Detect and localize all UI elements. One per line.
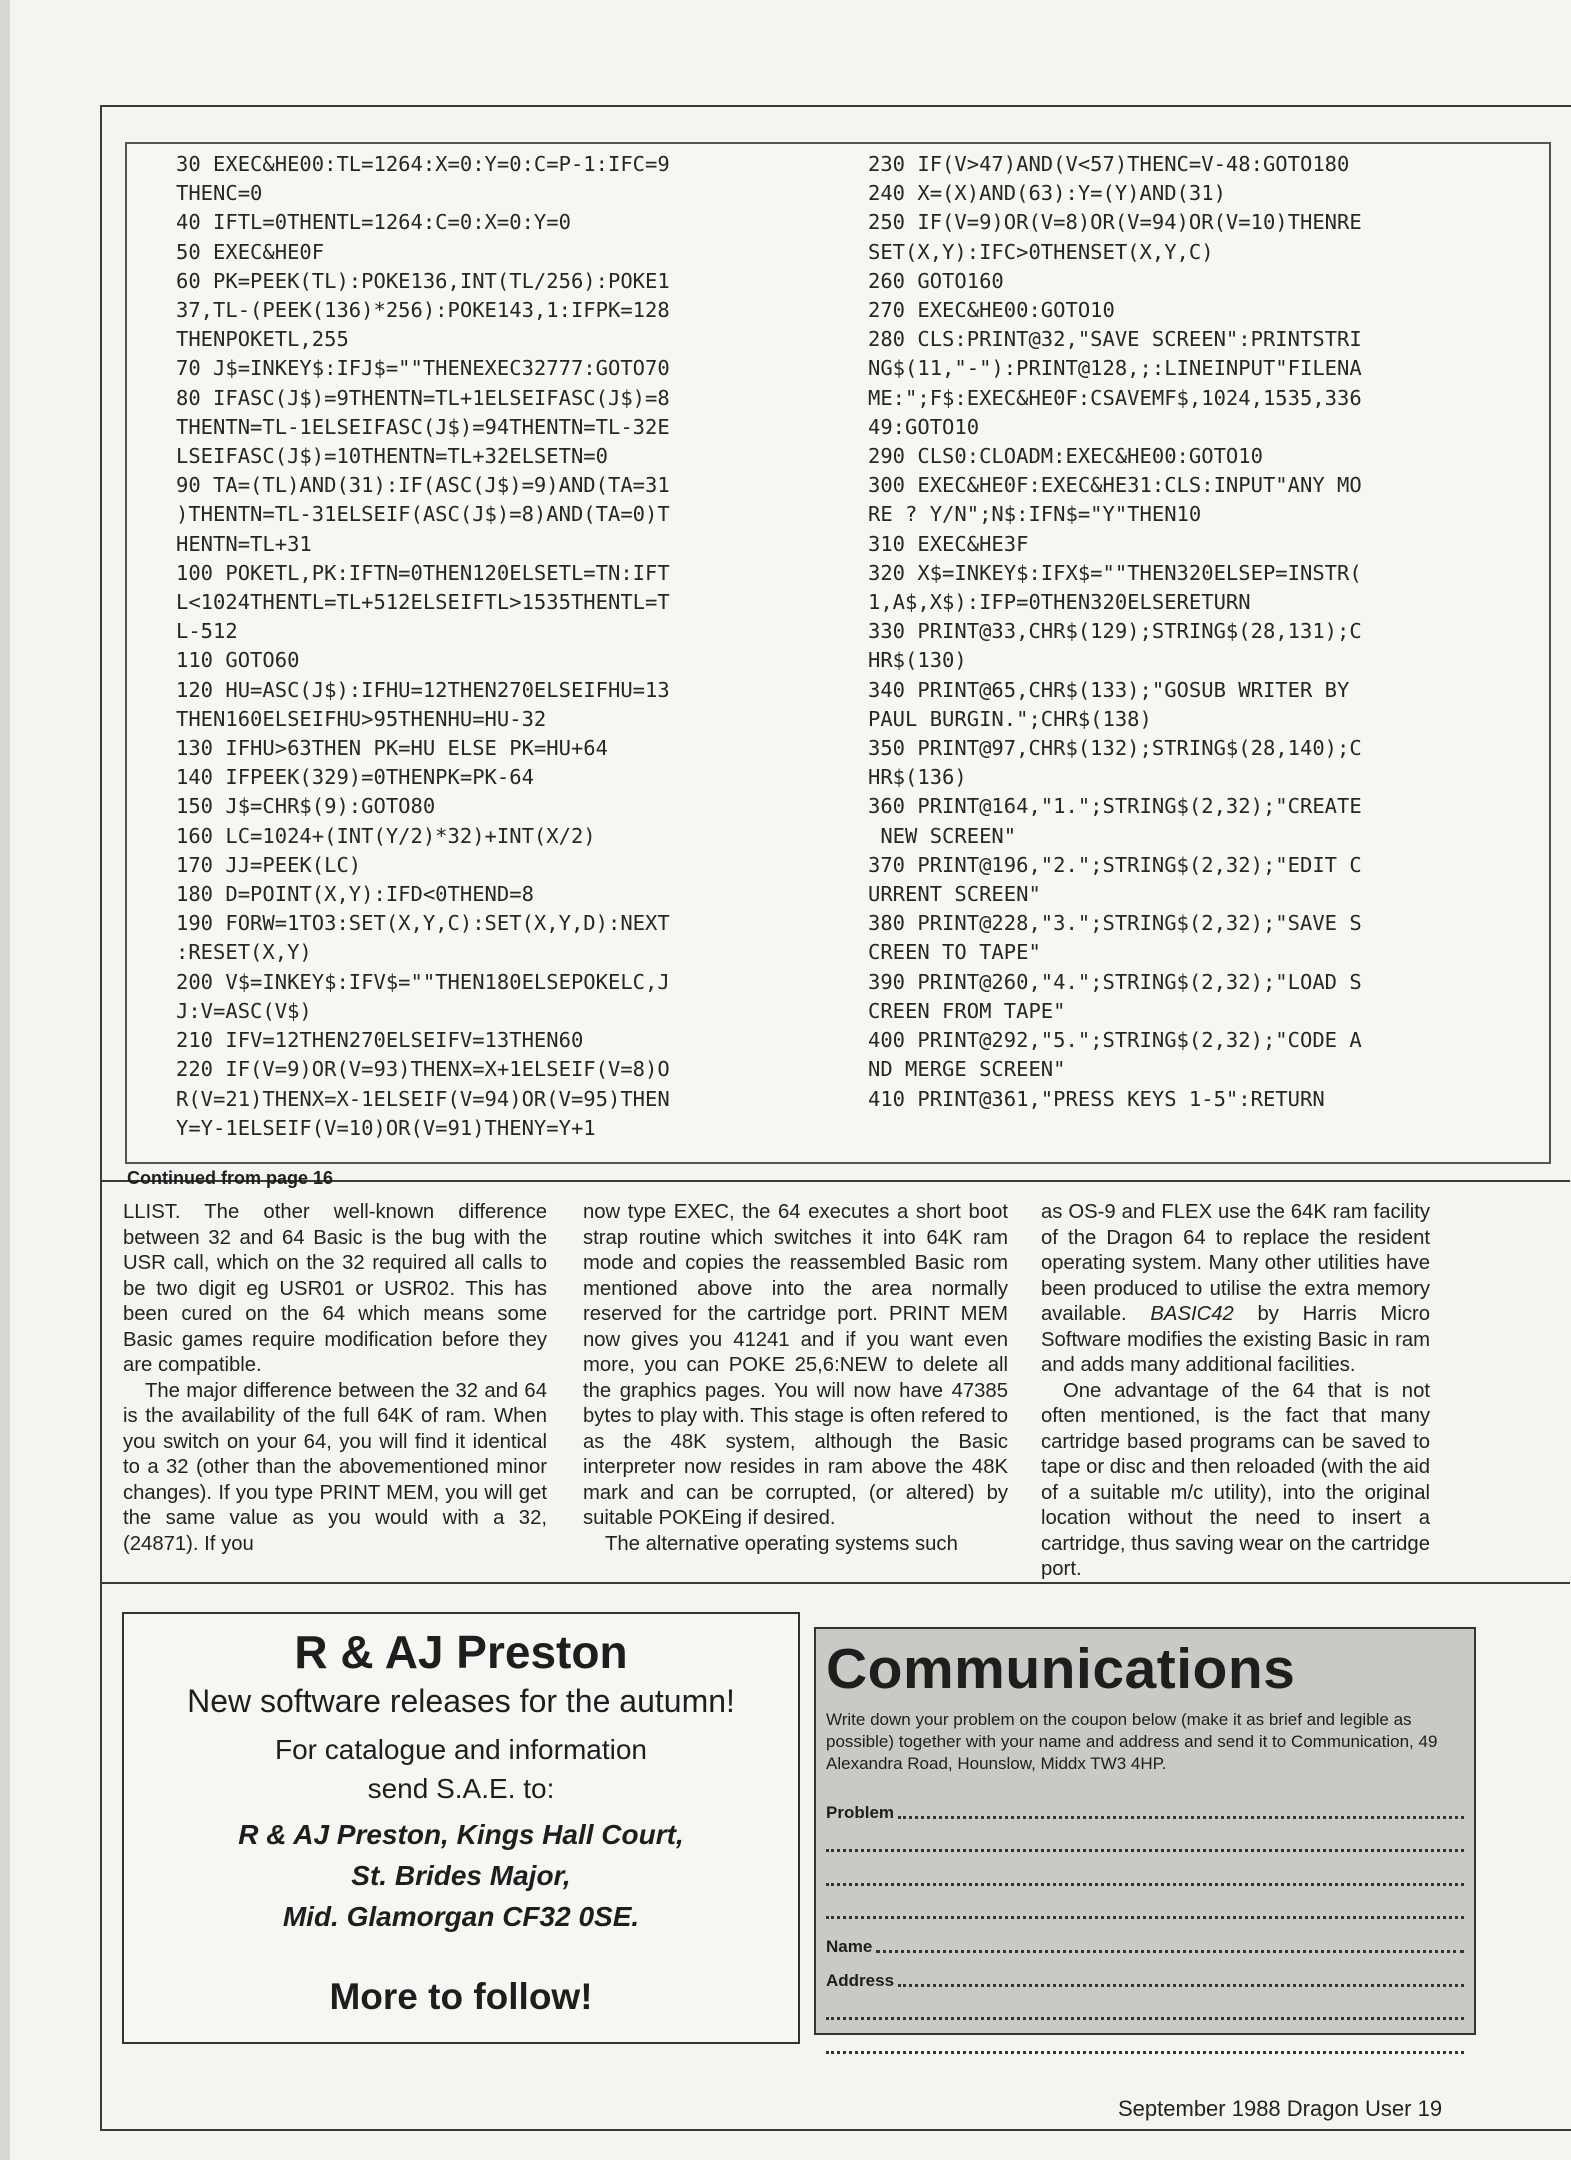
preston-advert <box>122 1612 800 2044</box>
continued-heading: Continued from page 16 <box>127 1168 334 1188</box>
advert-company-name: R & AJ Preston <box>294 1626 628 1678</box>
code-line: 200 V$=INKEY$:IFV$=""THEN180ELSEPOKELC,J <box>176 969 670 994</box>
code-line: 360 PRINT@164,"1.";STRING$(2,32);"CREATE <box>868 794 1362 819</box>
address-label: Address <box>826 1970 895 1990</box>
code-line: 230 IF(V>47)AND(V<57)THENC=V-48:GOTO180 <box>868 152 1350 176</box>
code-line: 30 EXEC&HE00:TL=1264:X=0:Y=0:C=P-1:IFC=9 <box>176 152 670 176</box>
page-footer: September 1988 Dragon User 19 <box>1118 2096 1443 2121</box>
code-line: CREEN FROM TAPE" <box>868 998 1066 1023</box>
code-line: ME:";F$:EXEC&HE0F:CSAVEMF$,1024,1535,336 <box>868 385 1362 410</box>
code-line: 320 X$=INKEY$:IFX$=""THEN320ELSEP=INSTR( <box>868 560 1362 585</box>
code-line: J:V=ASC(V$) <box>176 998 312 1023</box>
code-line: 1,A$,X$):IFP=0THEN320ELSERETURN <box>868 590 1251 615</box>
divider-bottom <box>100 1582 1570 1584</box>
code-line: HR$(136) <box>868 765 967 790</box>
code-line: 300 EXEC&HE0F:EXEC&HE31:CLS:INPUT"ANY MO <box>868 473 1362 498</box>
problem-line[interactable] <box>826 1856 1464 1890</box>
code-line: THENC=0 <box>176 181 263 206</box>
advert-address-line: R & AJ Preston, Kings Hall Court, <box>238 1819 684 1850</box>
product-title: BASIC42 <box>1150 1303 1234 1325</box>
problem-field[interactable] <box>826 1789 1464 1823</box>
code-line: 290 CLS0:CLOADM:EXEC&HE00:GOTO10 <box>868 444 1263 469</box>
code-line: 170 JJ=PEEK(LC) <box>176 852 362 877</box>
code-line: NEW SCREEN" <box>868 823 1017 848</box>
code-line: 80 IFASC(J$)=9THENTN=TL+1ELSEIFASC(J$)=8 <box>176 385 670 410</box>
code-line: RE ? Y/N";N$:IFN$="Y"THEN10 <box>868 502 1202 527</box>
code-line: 60 PK=PEEK(TL):POKE136,INT(TL/256):POKE1 <box>176 268 670 293</box>
problem-line[interactable] <box>826 1823 1464 1857</box>
code-line: 37,TL-(PEEK(136)*256):POKE143,1:IFPK=128 <box>176 298 670 323</box>
program-listing <box>125 142 1551 1164</box>
article-column-3 <box>1041 1200 1430 1583</box>
advert-subtitle: New software releases for the autumn! <box>187 1683 735 1719</box>
name-label: Name <box>826 1936 873 1956</box>
code-line: 90 TA=(TL)AND(31):IF(ASC(J$)=9)AND(TA=31 <box>176 473 670 498</box>
code-line: 49:GOTO10 <box>868 414 980 439</box>
code-line: 370 PRINT@196,"2.";STRING$(2,32);"EDIT C <box>868 852 1362 877</box>
code-line: LSEIFASC(J$)=10THENTN=TL+32ELSETN=0 <box>176 444 608 469</box>
communications-coupon <box>814 1627 1476 2035</box>
code-line: SET(X,Y):IFC>0THENSET(X,Y,C) <box>868 239 1214 264</box>
page-spine <box>0 0 10 2160</box>
advert-info-line: For catalogue and information <box>275 1734 647 1765</box>
name-field[interactable] <box>826 1923 1464 1957</box>
communications-intro: Write down your problem on the coupon below (make it as brief and legible as possible) together with your name and address and send it to Communication, 49 Alexandra Road, Hounslow, Middx TW3 4HP. <box>826 1710 1438 1773</box>
problem-line[interactable] <box>826 1890 1464 1924</box>
coupon-fields <box>826 1789 1464 2058</box>
code-line: HENTN=TL+31 <box>176 531 312 556</box>
code-line: 270 EXEC&HE00:GOTO10 <box>868 298 1115 323</box>
code-line: NG$(11,"-"):PRINT@128,;:LINEINPUT"FILENA <box>868 356 1362 381</box>
code-line: 250 IF(V=9)OR(V=8)OR(V=94)OR(V=10)THENRE <box>868 210 1362 235</box>
code-line: PAUL BURGIN.";CHR$(138) <box>868 706 1152 731</box>
code-line: R(V=21)THENX=X-1ELSEIF(V=94)OR(V=95)THEN <box>176 1086 670 1111</box>
code-line: 240 X=(X)AND(63):Y=(Y)AND(31) <box>868 181 1226 206</box>
code-line: :RESET(X,Y) <box>176 940 312 965</box>
code-line: 220 IF(V=9)OR(V=93)THENX=X+1ELSEIF(V=8)O <box>176 1057 670 1082</box>
article-paragraph <box>1041 1200 1430 1379</box>
listing-right-column <box>868 150 1528 1114</box>
code-line: 330 PRINT@33,CHR$(129);STRING$(28,131);C <box>868 619 1362 644</box>
address-line[interactable] <box>826 1991 1464 2025</box>
code-line: 350 PRINT@97,CHR$(132);STRING$(28,140);C <box>868 736 1362 761</box>
code-line: 70 J$=INKEY$:IFJ$=""THENEXEC32777:GOTO70 <box>176 356 670 381</box>
code-line: 310 EXEC&HE3F <box>868 531 1029 556</box>
code-line: 130 IFHU>63THEN PK=HU ELSE PK=HU+64 <box>176 736 608 761</box>
code-line: ND MERGE SCREEN" <box>868 1057 1066 1082</box>
article-text: by Harris Micro Software modifies the existing Basic in ram and adds many additional facilities. <box>1041 1303 1430 1376</box>
advert-address-line: St. Brides Major, <box>351 1860 571 1891</box>
code-line: THENTN=TL-1ELSEIFASC(J$)=94THENTN=TL-32E <box>176 414 670 439</box>
communications-title: Communications <box>826 1637 1296 1701</box>
code-line: 120 HU=ASC(J$):IFHU=12THEN270ELSEIFHU=13 <box>176 677 670 702</box>
article-paragraph: One advantage of the 64 that is not often mentioned, is the fact that many cartridge based programs can be saved to tape or disc and then reloaded (with the aid of a suitable m/c utility), into the original location without the need to insert a cartridge, thus saving wear on the cartridge port. <box>1041 1379 1430 1580</box>
code-line: 190 FORW=1TO3:SET(X,Y,C):SET(X,Y,D):NEXT <box>176 911 670 936</box>
code-line: 210 IFV=12THEN270ELSEIFV=13THEN60 <box>176 1028 584 1053</box>
advert-info-line: send S.A.E. to: <box>367 1773 555 1804</box>
code-line: HR$(130) <box>868 648 967 673</box>
article-paragraph: The major difference between the 32 and 64 is the availability of the full 64K of ram. When you switch on your 64, you will find it identical to a 32 (other than the abovementioned minor changes). If you type PRINT MEM, you will get the same value as you would with a 32, (24871). If you <box>123 1379 547 1555</box>
code-line: 160 LC=1024+(INT(Y/2)*32)+INT(X/2) <box>176 823 596 848</box>
article-paragraph: now type EXEC, the 64 executes a short boot strap routine which switches it into 64K ram mode and copies the reassembled Basic rom mentioned above into the area normally reserved for the cartridge port. PRINT MEM now gives you 41241 and if you want even more, you can POKE 25,6:NEW to delete all the graphics pages. You will now have 47385 bytes to play with. This stage is often refered to as the 48K system, although the Basic interpreter now resides in ram above the 48K mark and can be corrupted, (or altered) by suitable POKEing if desired. <box>583 1201 1008 1529</box>
advert-more-to-follow: More to follow! <box>329 1976 593 2017</box>
article-column-1 <box>123 1200 547 1557</box>
code-line: URRENT SCREEN" <box>868 882 1041 907</box>
advert-address-line: Mid. Glamorgan CF32 0SE. <box>282 1901 640 1932</box>
code-line: 150 J$=CHR$(9):GOTO80 <box>176 794 436 819</box>
code-line: 390 PRINT@260,"4.";STRING$(2,32);"LOAD S <box>868 969 1362 994</box>
code-line: 110 GOTO60 <box>176 648 300 673</box>
address-line[interactable] <box>826 2024 1464 2058</box>
article-column-2 <box>583 1200 1008 1557</box>
code-line: 40 IFTL=0THENTL=1264:C=0:X=0:Y=0 <box>176 210 571 235</box>
problem-label: Problem <box>826 1802 895 1822</box>
code-line: L<1024THENTL=TL+512ELSEIFTL>1535THENTL=T <box>176 590 670 615</box>
article-paragraph: LLIST. The other well-known difference between 32 and 64 Basic is the bug with the USR call, which on the 32 required all calls to be two digit eg USR01 or USR02. This has been cured on the 64 which means some Basic games require modification before they are compatible. <box>123 1201 547 1376</box>
code-line: Y=Y-1ELSEIF(V=10)OR(V=91)THENY=Y+1 <box>176 1115 596 1140</box>
code-line: L-512 <box>176 619 238 644</box>
code-line: 260 GOTO160 <box>868 268 1004 293</box>
address-field[interactable] <box>826 1957 1464 1991</box>
article-paragraph: The alternative operating systems such <box>605 1532 958 1555</box>
code-line: 140 IFPEEK(329)=0THENPK=PK-64 <box>176 765 534 790</box>
article-text: as OS-9 and FLEX use the 64K ram facility of the Dragon 64 to replace the resident operating system. Many other utilities have been produced to utilise the extra memory available. <box>1041 1201 1430 1325</box>
code-line: 280 CLS:PRINT@32,"SAVE SCREEN":PRINTSTRI <box>868 327 1362 352</box>
code-line: 180 D=POINT(X,Y):IFD<0THEND=8 <box>176 882 534 907</box>
code-line: THEN160ELSEIFHU>95THENHU=HU-32 <box>176 706 547 731</box>
code-line: CREEN TO TAPE" <box>868 940 1041 965</box>
code-line: )THENTN=TL-31ELSEIF(ASC(J$)=8)AND(TA=0)T <box>176 502 670 527</box>
code-line: 50 EXEC&HE0F <box>176 239 325 264</box>
listing-left-column <box>176 150 836 1143</box>
code-line: 410 PRINT@361,"PRESS KEYS 1-5":RETURN <box>868 1086 1325 1111</box>
code-line: 340 PRINT@65,CHR$(133);"GOSUB WRITER BY <box>868 677 1350 702</box>
code-line: 400 PRINT@292,"5.";STRING$(2,32);"CODE A <box>868 1028 1362 1053</box>
code-line: 100 POKETL,PK:IFTN=0THEN120ELSETL=TN:IFT <box>176 560 670 585</box>
code-line: THENPOKETL,255 <box>176 327 349 352</box>
code-line: 380 PRINT@228,"3.";STRING$(2,32);"SAVE S <box>868 911 1362 936</box>
